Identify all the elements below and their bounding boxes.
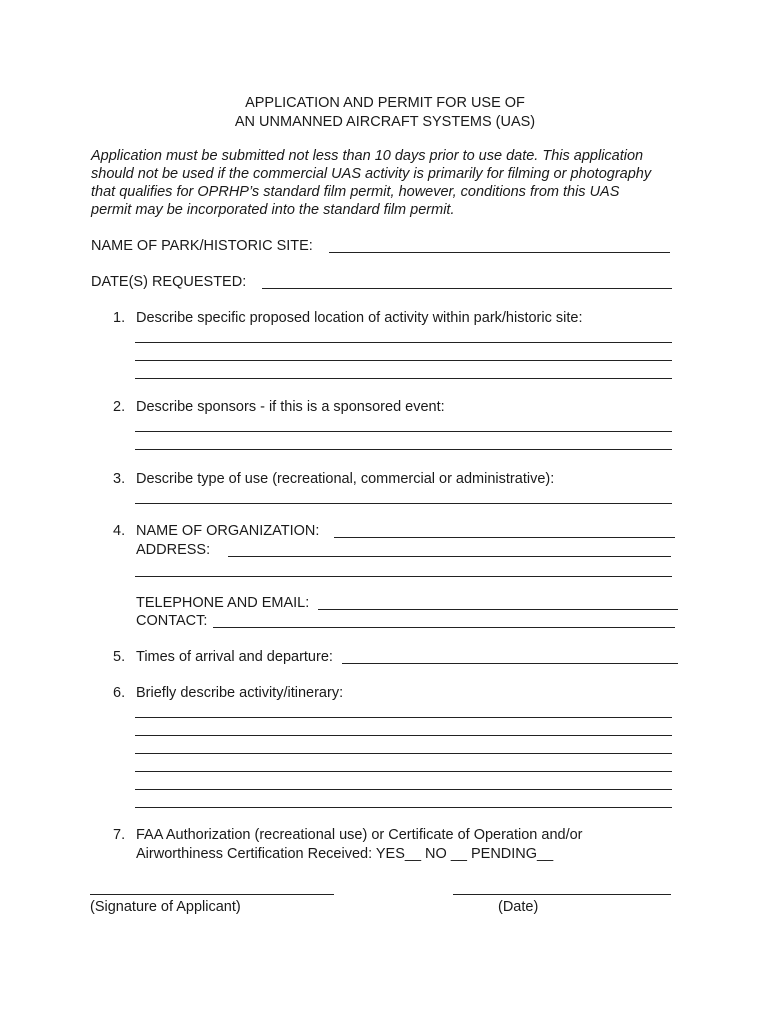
q1-line-3[interactable] <box>135 378 672 379</box>
q1-number: 1. <box>113 310 126 326</box>
date-label: (Date) <box>498 899 539 915</box>
q2-line-1[interactable] <box>135 431 672 432</box>
intro-line-2: should not be used if the commercial UAS activity is primarily for filming or photography <box>91 166 652 182</box>
form-title-line2: AN UNMANNED AIRCRAFT SYSTEMS (UAS) <box>234 114 536 130</box>
q5-text: Times of arrival and departure: <box>136 649 333 665</box>
contact-label: CONTACT: <box>136 613 208 629</box>
dates-field[interactable] <box>262 288 672 289</box>
org-label: NAME OF ORGANIZATION: <box>136 523 320 539</box>
times-field[interactable] <box>342 663 678 664</box>
q1-line-2[interactable] <box>135 360 672 361</box>
address-field-2[interactable] <box>135 576 672 577</box>
signature-label: (Signature of Applicant) <box>90 899 241 915</box>
q6-number: 6. <box>113 685 126 701</box>
org-field[interactable] <box>334 537 675 538</box>
q3-line-1[interactable] <box>135 503 672 504</box>
date-field[interactable] <box>453 894 671 895</box>
q6-line-4[interactable] <box>135 771 672 772</box>
q3-text: Describe type of use (recreational, commercial or administrative): <box>136 471 555 487</box>
q1-line-1[interactable] <box>135 342 672 343</box>
q7-number: 7. <box>113 827 126 843</box>
form-title-line1: APPLICATION AND PERMIT FOR USE OF <box>245 95 525 111</box>
address-field-1[interactable] <box>228 556 671 557</box>
q2-line-2[interactable] <box>135 449 672 450</box>
dates-label: DATE(S) REQUESTED: <box>91 274 247 290</box>
q6-line-5[interactable] <box>135 789 672 790</box>
phone-email-field[interactable] <box>318 609 678 610</box>
q3-number: 3. <box>113 471 126 487</box>
intro-line-3: that qualifies for OPRHP’s standard film permit, however, conditions from this UAS <box>91 184 620 200</box>
intro-line-4: permit may be incorporated into the standard film permit. <box>91 202 455 218</box>
signature-field[interactable] <box>90 894 334 895</box>
q5-number: 5. <box>113 649 126 665</box>
q6-line-1[interactable] <box>135 717 672 718</box>
q7-line-2: Airworthiness Certification Received: YES__ NO __ PENDING__ <box>136 846 554 862</box>
q7-line-1: FAA Authorization (recreational use) or Certificate of Operation and/or <box>136 827 583 843</box>
q2-number: 2. <box>113 399 126 415</box>
q6-line-2[interactable] <box>135 735 672 736</box>
q4-number: 4. <box>113 523 126 539</box>
q6-text: Briefly describe activity/itinerary: <box>136 685 344 701</box>
intro-line-1: Application must be submitted not less than 10 days prior to use date. This application <box>91 148 644 164</box>
q6-line-6[interactable] <box>135 807 672 808</box>
phone-email-label: TELEPHONE AND EMAIL: <box>136 595 310 611</box>
contact-field[interactable] <box>213 627 675 628</box>
park-field[interactable] <box>329 252 670 253</box>
park-label: NAME OF PARK/HISTORIC SITE: <box>91 238 313 254</box>
q1-text: Describe specific proposed location of activity within park/historic site: <box>136 310 583 326</box>
address-label: ADDRESS: <box>136 542 211 558</box>
q2-text: Describe sponsors - if this is a sponsored event: <box>136 399 445 415</box>
q6-line-3[interactable] <box>135 753 672 754</box>
